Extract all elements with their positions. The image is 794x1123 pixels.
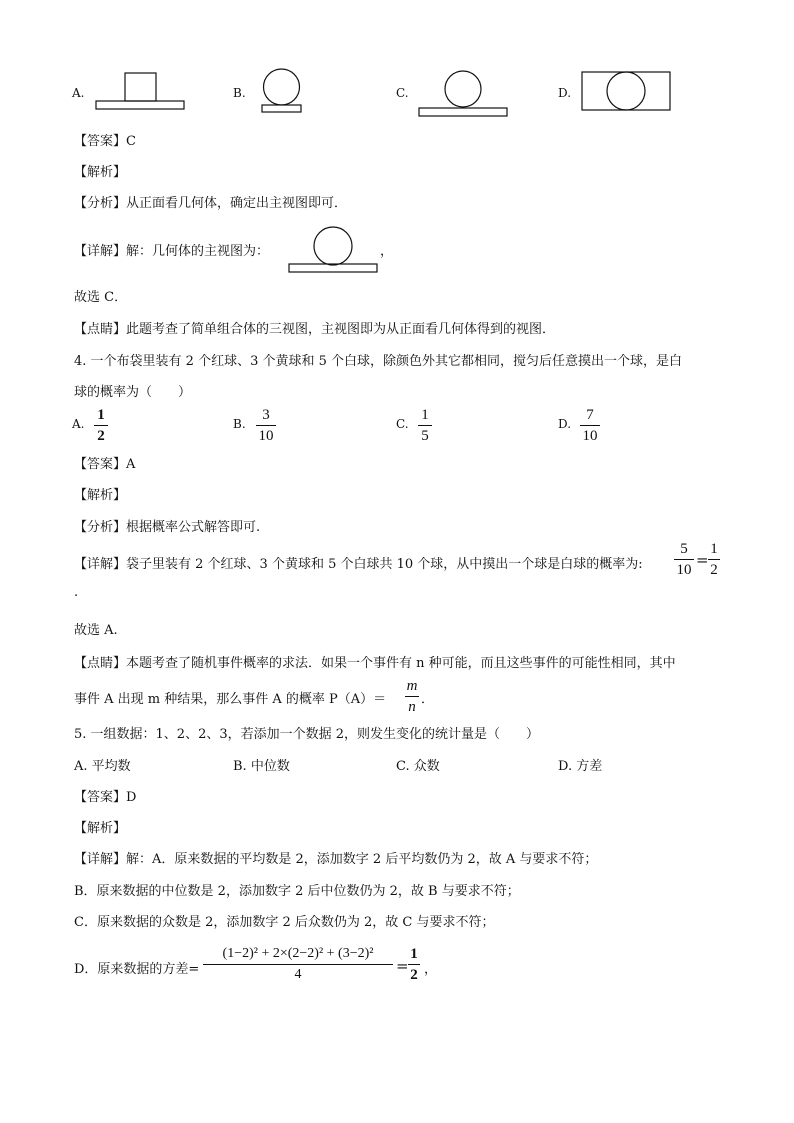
q5-jiexi: 【解析】 bbox=[74, 821, 127, 836]
q3-detail-end: ， bbox=[380, 244, 394, 259]
q4-option-b-label: B. bbox=[233, 417, 246, 431]
q4-detail-end: . bbox=[74, 585, 79, 600]
q5-detail-d-end: ， bbox=[424, 962, 438, 977]
q3-option-b-figure bbox=[262, 68, 304, 116]
q3-dianjing: 【点睛】此题考查了简单组合体的三视图，主视图即为从正面看几何体得到的视图． bbox=[74, 322, 556, 337]
q5-option-a: A. 平均数 bbox=[74, 759, 131, 774]
q5-answer: 【答案】D bbox=[74, 790, 137, 805]
q4-dianjing-fraction: m n bbox=[406, 678, 418, 715]
q5-option-d: D. 方差 bbox=[558, 759, 603, 774]
q4-option-c-label: C. bbox=[396, 417, 409, 431]
q4-question-line1: 4. 一个布袋里装有 2 个红球、3 个黄球和 5 个白球，除颜色外其它都相同，搅匀后任意摸出一个球，是白 bbox=[74, 354, 683, 369]
q3-fenxi: 【分析】从正面看几何体，确定出主视图即可． bbox=[74, 196, 348, 211]
q5-detail-a: 【详解】解：A．原来数据的平均数是 2，添加数字 2 后平均数仍为 2，故 A 与要求不符； bbox=[74, 852, 598, 867]
q3-choose: 故选 C． bbox=[74, 290, 128, 305]
q5-variance-result: 1 2 bbox=[408, 945, 420, 984]
q5-detail-c: C．原来数据的众数是 2，添加数字 2 后众数仍为 2，故 C 与要求不符； bbox=[74, 915, 495, 930]
q3-option-a-label: A. bbox=[72, 86, 85, 100]
q5-variance-fraction: (1−2)² + 2×(2−2)² + (3−2)² 4 bbox=[203, 945, 393, 984]
q5-variance-equals: = bbox=[396, 957, 409, 975]
q4-option-a-fraction: 1 2 bbox=[94, 406, 108, 445]
q4-option-a-label: A. bbox=[72, 417, 85, 431]
q4-option-c-fraction: 1 5 bbox=[418, 406, 432, 445]
q5-option-c: C. 众数 bbox=[396, 759, 440, 774]
q3-answer: 【答案】C bbox=[74, 134, 136, 149]
q3-option-a-figure bbox=[96, 73, 186, 113]
q3-option-c-label: C. bbox=[396, 86, 409, 100]
q4-choose: 故选 A. bbox=[74, 623, 118, 638]
q4-dianjing-end: ． bbox=[421, 692, 435, 707]
q3-option-b-label: B. bbox=[233, 86, 246, 100]
q3-option-d-label: D. bbox=[558, 86, 572, 100]
q5-detail-d: D．原来数据的方差= bbox=[74, 962, 200, 977]
q5-question: 5. 一组数据：1、2、2、3，若添加一个数据 2，则发生变化的统计量是（ ） bbox=[74, 727, 540, 742]
q5-detail-b: B．原来数据的中位数是 2，添加数字 2 后中位数仍为 2，故 B 与要求不符； bbox=[74, 884, 520, 899]
q4-detail-fraction-2: 1 2 bbox=[708, 540, 720, 579]
q4-dianjing-line1: 【点睛】本题考查了随机事件概率的求法．如果一个事件有 n 种可能，而且这些事件的可能性相同，其中 bbox=[74, 656, 676, 671]
q4-option-d-fraction: 7 10 bbox=[580, 406, 600, 445]
q4-detail-fraction-1: 5 10 bbox=[674, 540, 694, 579]
q3-detail-figure bbox=[289, 227, 379, 275]
q4-detail-equals: = bbox=[696, 551, 709, 569]
q4-jiexi: 【解析】 bbox=[74, 488, 127, 503]
q5-option-b: B. 中位数 bbox=[233, 759, 290, 774]
q4-detail: 【详解】袋子里装有 2 个红球、3 个黄球和 5 个白球共 10 个球，从中摸出一个球是白球的概率为: bbox=[74, 557, 643, 572]
q4-answer: 【答案】A bbox=[74, 457, 136, 472]
q4-question-line2: 球的概率为（ ） bbox=[74, 385, 192, 400]
q3-option-c-figure bbox=[419, 71, 509, 119]
q3-detail: 【详解】解：几何体的主视图为： bbox=[74, 244, 270, 259]
q4-fenxi: 【分析】根据概率公式解答即可. bbox=[74, 520, 261, 535]
q4-dianjing-line2: 事件 A 出现 m 种结果，那么事件 A 的概率 P（A）＝ bbox=[74, 692, 387, 707]
q3-option-d-figure bbox=[582, 72, 674, 114]
q4-option-d-label: D. bbox=[558, 417, 572, 431]
q4-option-b-fraction: 3 10 bbox=[256, 406, 276, 445]
q3-jiexi: 【解析】 bbox=[74, 165, 127, 180]
